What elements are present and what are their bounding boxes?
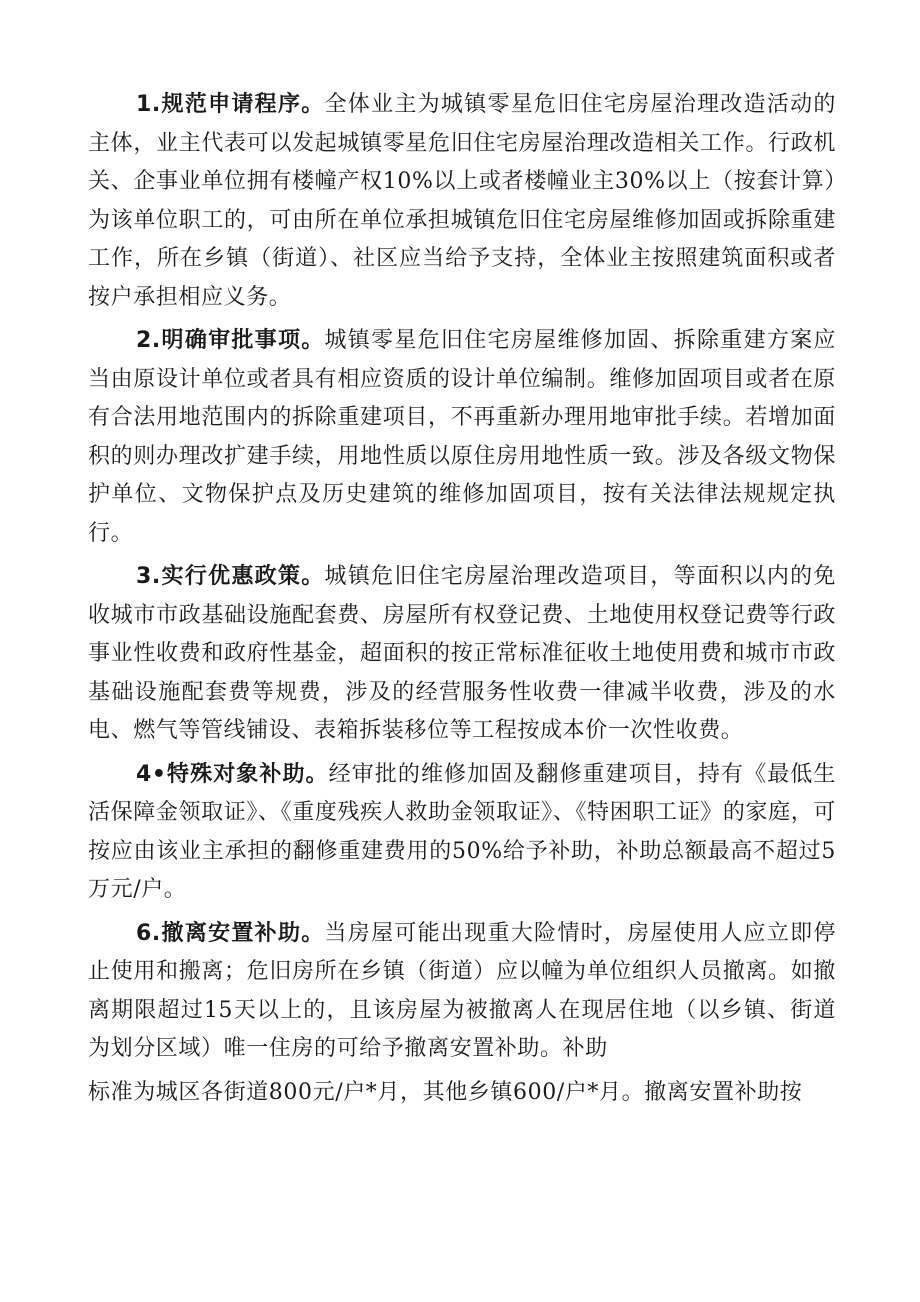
paragraph-body: 经审批的维修加固及翻修重建项目，持有《最低生活保障金领取证》、《重度残疾人救助金领取证》、《特困职工证》的家庭，可按应由该业主承担的翻修重建费用的50%给予补助，补助总额最高不超过5万元/户。 [88,761,836,902]
paragraph-continuation: 标准为城区各街道800元/户*月，其他乡镇600/户*月。撤离安置补助按 [88,1079,803,1105]
paragraph-body: 城镇零星危旧住宅房屋维修加固、拆除重建方案应当由原设计单位或者具有相应资质的设计单位编制。维修加固项目或者在原有合法用地范围内的拆除重建项目，不再重新办理用地审批手续。若增加面积的则办理改扩建手续，用地性质以原住房用地性质一致。涉及各级文物保护单位、文物保护点及历史建筑的维修加固项目，按有关法律法规规定执行。 [88,328,836,546]
paragraph-heading: 3.实行优惠政策。 [136,564,325,589]
paragraph-heading: 6.撤离安置补助。 [136,920,325,946]
paragraph-special-subsidy [88,756,836,910]
paragraph-body: 全体业主为城镇零星危旧住宅房屋治理改造活动的主体，业主代表可以发起城镇零星危旧住宅房屋治理改造相关工作。行政机关、企事业单位拥有楼幢产权10%以上或者楼幢业主30%以上（按套计算）为该单位职工的，可由所在单位承担城镇危旧住宅房屋维修加固或拆除重建工作，所在乡镇（街道）、社区应当给予支持，全体业主按照建筑面积或者按户承担相应义务。 [88,92,836,310]
paragraph-preferential-policy [88,558,836,751]
paragraph-heading: 1.规范申请程序。 [136,92,325,117]
paragraph-application-procedure [88,86,836,317]
paragraph-body: 当房屋可能出现重大险情时，房屋使用人应立即停止使用和搬离；危旧房所在乡镇（街道）应以幢为单位组织人员撤离。如撤离期限超过15天以上的，且该房屋为被撤离人在现居住地（以乡镇、街道为划分区域）唯一住房的可给予撤离安置补助。补助 [88,920,836,1061]
paragraph-approval-matters [88,322,836,553]
paragraph-heading: 2.明确审批事项。 [136,328,325,353]
paragraph-body: 城镇危旧住宅房屋治理改造项目，等面积以内的免收城市市政基础设施配套费、房屋所有权登记费、土地使用权登记费等行政事业性收费和政府性基金，超面积的按正常标准征收土地使用费和城市市政基础设施配套费等规费，涉及的经营服务性收费一律减半收费，涉及的水电、燃气等管线铺设、表箱拆装移位等工程按成本价一次性收费。 [88,564,836,743]
paragraph-evacuation-subsidy [88,915,836,1069]
paragraph-heading: 4•特殊对象补助。 [136,761,329,787]
document-page [88,86,836,1117]
